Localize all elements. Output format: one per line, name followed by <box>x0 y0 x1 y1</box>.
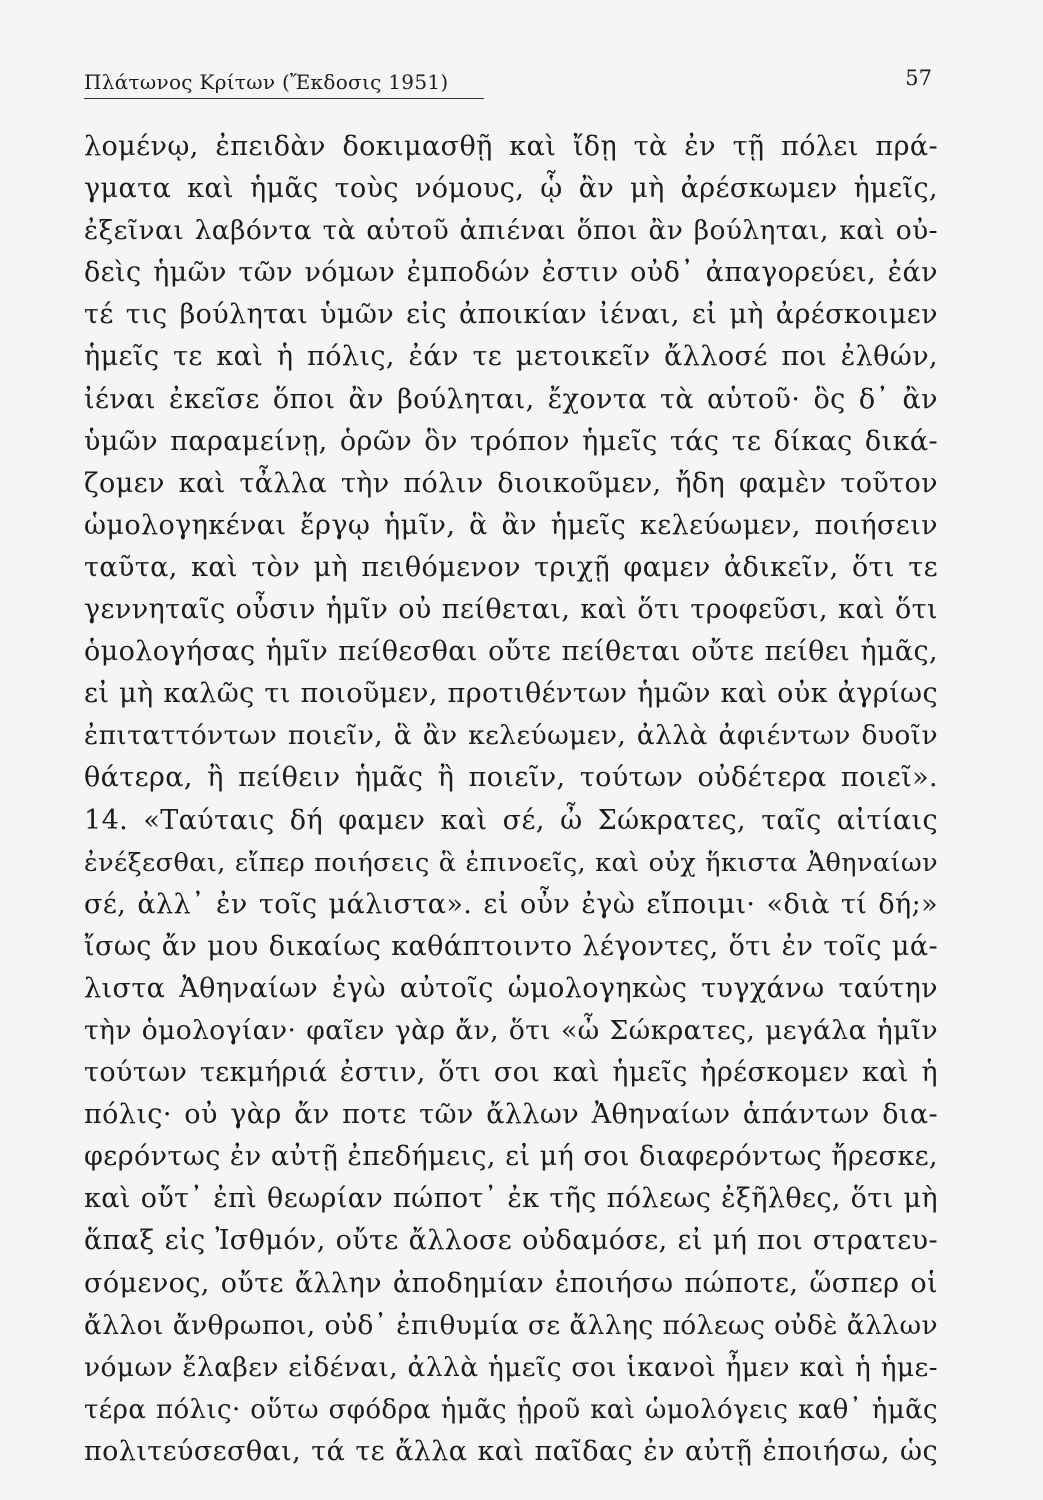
text-line: ταῦτα, καὶ τὸν μὴ πειθόμενον τριχῇ φαμεν ἀδικεῖν, ὅτι τε <box>84 551 938 583</box>
text-line: φερόντως ἐν αὐτῇ ἐπεδήμεις, εἰ μή σοι διαφερόντως ἤρεσκε, <box>84 1141 938 1173</box>
text-line: ἡμεῖς τε καὶ ἡ πόλις, ἐάν τε μετοικεῖν ἄλλοσέ ποι ἐλθών, <box>84 341 938 373</box>
text-line: γματα καὶ ἡμᾶς τοὺς νόμους, ᾧ ἂν μὴ ἀρέσκωμεν ἡμεῖς, <box>84 173 938 205</box>
text-line: γεννηταῖς οὖσιν ἡμῖν οὐ πείθεται, καὶ ὅτι τροφεῦσι, καὶ ὅτι <box>84 594 938 626</box>
text-line: νόμων ἔλαβεν εἰδέναι, ἀλλὰ ἡμεῖς σοι ἱκανοὶ ἦμεν καὶ ἡ ἡμε- <box>84 1351 938 1383</box>
text-line: τέ τις βούληται ὑμῶν εἰς ἀποικίαν ἰέναι, εἰ μὴ ἀρέσκοιμεν <box>84 299 938 331</box>
header-rule <box>84 98 484 99</box>
text-line: ἐξεῖναι λαβόντα τὰ αὑτοῦ ἀπιέναι ὅποι ἂν βούληται, καὶ οὐ- <box>84 215 938 247</box>
text-line: τούτων τεκμήριά ἐστιν, ὅτι σοι καὶ ἡμεῖς ἠρέσκομεν καὶ ἡ <box>84 1057 938 1089</box>
text-line: ὁμολογήσας ἡμῖν πείθεσθαι οὔτε πείθεται οὔτε πείθει ἡμᾶς, <box>84 636 938 668</box>
text-line: λιστα Ἀθηναίων ἐγὼ αὐτοῖς ὡμολογηκὼς τυγχάνω ταύτην <box>84 972 938 1004</box>
text-line: ἅπαξ εἰς Ἰσθμόν, οὔτε ἄλλοσε οὐδαμόσε, εἰ μή ποι στρατευ- <box>84 1225 938 1257</box>
page-number: 57 <box>905 66 932 90</box>
text-line: ζομεν καὶ τἆλλα τὴν πόλιν διοικοῦμεν, ἤδη φαμὲν τοῦτον <box>84 467 938 499</box>
text-line: σόμενος, οὔτε ἄλλην ἀποδημίαν ἐποιήσω πώποτε, ὥσπερ οἱ <box>84 1267 938 1299</box>
text-line: ἰέναι ἐκεῖσε ὅποι ἂν βούληται, ἔχοντα τὰ αὑτοῦ· ὃς δ᾽ ἂν <box>84 383 938 415</box>
text-line: τέρα πόλις· οὕτω σφόδρα ἡμᾶς ᾑροῦ καὶ ὡμολόγεις καθ᾽ ἡμᾶς <box>84 1394 938 1425</box>
text-line: ἴσως ἄν μου δικαίως καθάπτοιντο λέγοντες, ὅτι ἐν τοῖς μά- <box>84 930 938 962</box>
text-line: ὡμολογηκέναι ἔργῳ ἡμῖν, ἃ ἂν ἡμεῖς κελεύωμεν, ποιήσειν <box>84 509 938 541</box>
text-line: θάτερα, ἢ πείθειν ἡμᾶς ἢ ποιεῖν, τούτων οὐδέτερα ποιεῖ». <box>84 762 938 794</box>
text-line: εἰ μὴ καλῶς τι ποιοῦμεν, προτιθέντων ἡμῶν καὶ οὐκ ἀγρίως <box>84 678 938 710</box>
text-line: ἐνέξεσθαι, εἴπερ ποιήσεις ἃ ἐπινοεῖς, καὶ οὐχ ἥκιστα Ἀθηναίων <box>84 847 938 878</box>
body-text <box>84 126 938 1473</box>
text-line: 14. «Ταύταις δή φαμεν καὶ σέ, ὦ Σώκρατες, ταῖς αἰτίαις <box>84 804 938 836</box>
text-line: σέ, ἀλλ᾽ ἐν τοῖς μάλιστα». εἰ οὖν ἐγὼ εἴποιμι· «διὰ τί δή;» <box>84 888 938 920</box>
text-line: ὑμῶν παραμείνῃ, ὁρῶν ὃν τρόπον ἡμεῖς τάς τε δίκας δικά- <box>84 425 938 457</box>
text-line: λομένῳ, ἐπειδὰν δοκιμασθῇ καὶ ἴδῃ τὰ ἐν τῇ πόλει πρά- <box>84 131 938 162</box>
text-line: δεὶς ἡμῶν τῶν νόμων ἐμποδών ἐστιν οὐδ᾽ ἀπαγορεύει, ἐάν <box>84 257 938 289</box>
text-line: πολιτεύσεσθαι, τά τε ἄλλα καὶ παῖδας ἐν αὐτῇ ἐποιήσω, ὡς <box>84 1435 938 1467</box>
text-line: τὴν ὁμολογίαν· φαῖεν γὰρ ἄν, ὅτι «ὦ Σώκρατες, μεγάλα ἡμῖν <box>84 1014 938 1046</box>
text-line: ἄλλοι ἄνθρωποι, οὐδ᾽ ἐπιθυμία σε ἄλλης πόλεως οὐδὲ ἄλλων <box>84 1309 938 1341</box>
running-header <box>84 66 944 100</box>
text-line: πόλις· οὐ γὰρ ἄν ποτε τῶν ἄλλων Ἀθηναίων ἁπάντων δια- <box>84 1099 938 1131</box>
text-line: καὶ οὔτ᾽ ἐπὶ θεωρίαν πώποτ᾽ ἐκ τῆς πόλεως ἐξῆλθες, ὅτι μὴ <box>84 1183 938 1215</box>
header-title: Πλάτωνος Κρίτων (Ἔκδοσις 1951) <box>84 70 449 94</box>
text-line: ἐπιταττόντων ποιεῖν, ἃ ἂν κελεύωμεν, ἀλλὰ ἀφιέντων δυοῖν <box>84 720 938 752</box>
